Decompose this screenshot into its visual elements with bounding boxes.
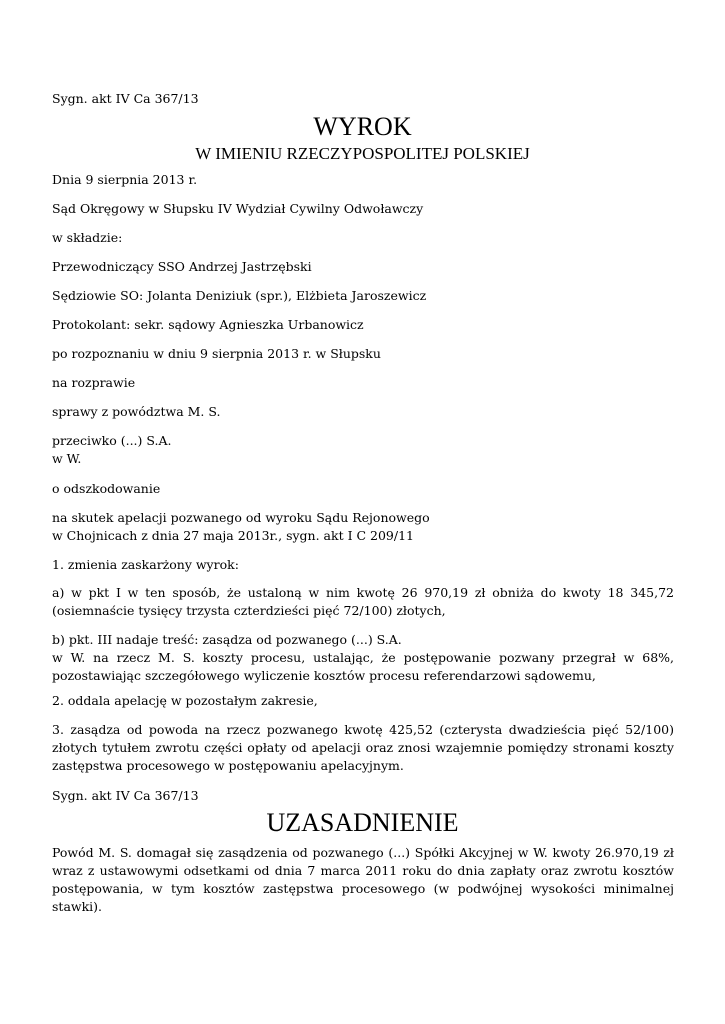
hearing-info: po rozpoznaniu w dniu 9 sierpnia 2013 r. w Słupsku	[52, 346, 381, 361]
judgment-title: WYROK	[313, 112, 412, 141]
judgment-date: Dnia 9 sierpnia 2013 r.	[52, 172, 198, 187]
case-subject: o odszkodowanie	[52, 481, 161, 496]
justification-paragraph: Powód M. S. domagał się zasądzenia od pozwanego (...) Spółki Akcyjnej w W. kwoty 26.970,19 zł wraz z ustawowymi odsetkami od dnia 7 marca 2011 roku do dnia zapłaty oraz zwrotu kosztów postępowania, w tym kosztów zastępstwa procesowego (w podwójnej wysokości minimalnej stawki).	[52, 845, 674, 914]
ruling-point-2: 2. oddala apelację w pozostałym zakresie,	[52, 693, 318, 708]
ruling-point-3: 3. zasądza od powoda na rzecz pozwanego kwotę 425,52 (czterysta dwadzieścia pięć 52/100) złotych tytułem zwrotu części opłaty od apelacji oraz znosi wzajemnie pomiędzy stronami koszty zastępstwa procesowego w postępowaniu apelacyjnym.	[52, 722, 674, 773]
ruling-point-1: 1. zmienia zaskarżony wyrok:	[52, 557, 239, 572]
chairman: Przewodniczący SSO Andrzej Jastrzębski	[52, 259, 312, 274]
justification-title: UZASADNIENIE	[266, 808, 459, 837]
court-name: Sąd Okręgowy w Słupsku IV Wydział Cywilny Odwoławczy	[52, 201, 424, 216]
judgment-subtitle: W IMIENIU RZECZYPOSPOLITEJ POLSKIEJ	[195, 144, 530, 163]
ruling-point-1a: a) w pkt I w ten sposób, że ustaloną w nim kwotę 26 970,19 zł obniża do kwoty 18 345,72 (osiemnaście tysięcy trzysta czterdzieści pięć 72/100) złotych,	[52, 585, 674, 618]
appeal-line-1: na skutek apelacji pozwanego od wyroku Sądu Rejonowego	[52, 510, 430, 525]
case-signature-bottom: Sygn. akt IV Ca 367/13	[52, 788, 199, 803]
defendant-line-1: przeciwko (...) S.A.	[52, 433, 172, 448]
composition-label: w składzie:	[52, 230, 123, 245]
defendant-line-2: w W.	[52, 451, 82, 466]
appeal-line-2: w Chojnicach z dnia 27 maja 2013r., sygn. akt I C 209/11	[52, 528, 414, 543]
plaintiff: sprawy z powództwa M. S.	[52, 404, 221, 419]
judges: Sędziowie SO: Jolanta Deniziuk (spr.), Elżbieta Jaroszewicz	[52, 288, 427, 303]
court-clerk: Protokolant: sekr. sądowy Agnieszka Urbanowicz	[52, 317, 364, 332]
ruling-point-1b-line-1: b) pkt. III nadaje treść: zasądza od pozwanego (...) S.A.	[52, 632, 402, 647]
ruling-point-1b-rest: w W. na rzecz M. S. koszty procesu, ustalając, że postępowanie pozwany przegrał w 68%, pozostawiając szczegółowego wyliczenie kosztów procesu referendarzowi sądowemu,	[52, 650, 674, 683]
on-hearing: na rozprawie	[52, 375, 136, 390]
case-signature-top: Sygn. akt IV Ca 367/13	[52, 91, 199, 106]
